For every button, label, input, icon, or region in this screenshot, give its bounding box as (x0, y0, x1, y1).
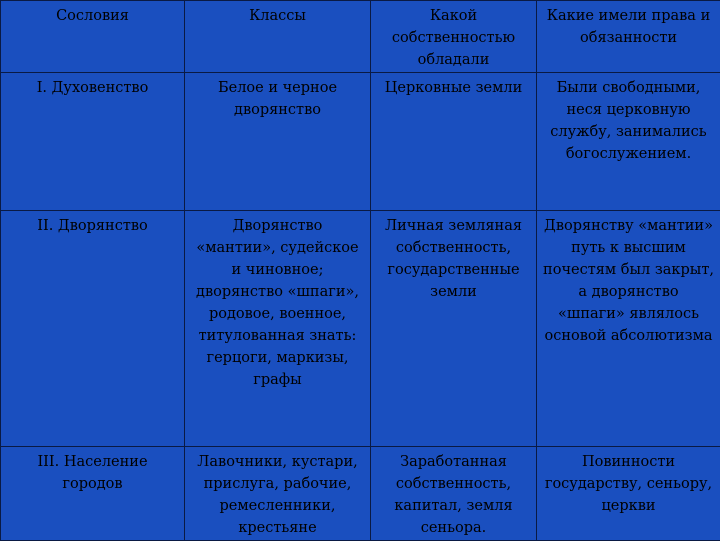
cell-classes: Белое и черное дворянство (185, 73, 371, 211)
header-classes: Классы (185, 1, 371, 73)
table-header-row (1, 1, 720, 73)
cell-estate: III. Население городов (1, 447, 185, 541)
cell-rights: Дворянству «мантии» путь к высшим почестям был закрыт, а дворянство «шпаги» являлось основой абсолютизма (537, 211, 720, 447)
cell-classes: Лавочники, кустари, прислуга, рабочие, ремесленники, крестьяне (185, 447, 371, 541)
cell-property: Заработанная собственность, капитал, земля сеньора. (371, 447, 537, 541)
header-property: Какой собственностью обладали (371, 1, 537, 73)
table-row (1, 447, 720, 541)
header-rights: Какие имели права и обязанности (537, 1, 720, 73)
cell-estate: I. Духовенство (1, 73, 185, 211)
cell-estate: II. Дворянство (1, 211, 185, 447)
cell-rights: Были свободными, неся церковную службу, занимались богослужением. (537, 73, 720, 211)
cell-property: Церковные земли (371, 73, 537, 211)
cell-property: Личная земляная собственность, государственные земли (371, 211, 537, 447)
header-estates: Сословия (1, 1, 185, 73)
table-row (1, 211, 720, 447)
cell-classes: Дворянство «мантии», судейское и чиновное; дворянство «шпаги», родовое, военное, титулованная знать: герцоги, маркизы, графы (185, 211, 371, 447)
cell-rights: Повинности государству, сеньору, церкви (537, 447, 720, 541)
table-row (1, 73, 720, 211)
